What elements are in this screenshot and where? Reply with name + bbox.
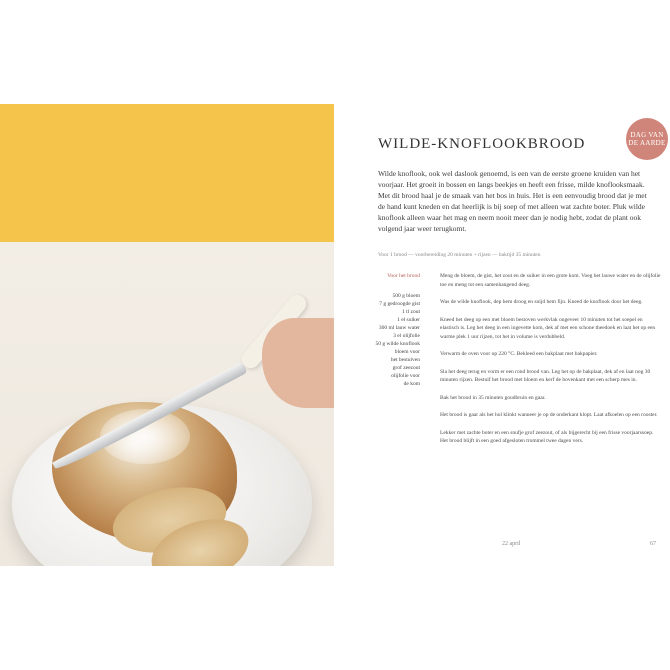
method-step: Verwarm de oven voor op 220 °C. Bekleed een bakplaat met bakpapier.: [440, 351, 598, 357]
ingredient-item: bloem voor: [394, 349, 420, 355]
ingredient-item: 50 g wilde knoflook: [375, 341, 420, 347]
method-step: Het brood is gaar als het hol klinkt wanneer je op de onderkant klopt. Laat afkoelen op een rooster.: [440, 412, 658, 418]
method-step: Was de wilde knoflook, dep hem droog en snijd hem fijn. Kneed de knoflook door het deeg.: [440, 299, 643, 305]
ingredient-item: het bestuiven: [390, 357, 420, 363]
ingredient-item: 500 g bloem: [392, 293, 420, 299]
ingredient-item: 3 el olijfolie: [393, 333, 420, 339]
day-badge: [626, 118, 668, 160]
method-step: Lekker met zachte boter en een snufje grof zeezout, of als bijgerecht bij een frisse voorjaarssoep. Het brood blijft in een goed afgesloten trommel twee dagen vers.: [440, 429, 654, 444]
method-step: Sla het deeg terug en vorm er een rond brood van. Leg het op de bakplaat, dek af en laat nog 30 minuten rijzen. Bestuif het brood met bloem en kerf de bovenkant met een scherp mes in.: [440, 368, 651, 383]
ingredient-item: olijfolie voor: [391, 373, 420, 379]
footer-date: 22 april: [502, 541, 521, 547]
ingredient-item: grof zeezout: [392, 365, 420, 371]
recipe-title: WILDE-KNOFLOOKBROOD: [378, 136, 586, 152]
ingredient-item: 7 g gedroogde gist: [379, 301, 420, 307]
hand: [262, 318, 334, 408]
method-step: Bak het brood in 35 minuten goudbruin en gaar.: [440, 394, 546, 401]
yellow-wall: [0, 104, 334, 242]
recipe-note: Voor 1 brood — voorbereiding 20 minuten + rijzen — baktijd 35 minuten: [378, 252, 541, 258]
ingredient-item: 300 ml lauw water: [378, 325, 420, 331]
method-step: Meng de bloem, de gist, het zout en de suiker in een grote kom. Voeg het lauwe water en de olijfolie toe en meng tot een samenhangend deeg.: [440, 273, 661, 288]
ingredient-item: de kom: [403, 381, 420, 387]
method-step: Kneed het deeg op een met bloem bestoven werkvlak ongeveer 10 minuten tot het soepel en elastisch is. Leg het deeg in een ingevette kom, dek af met een schone theedoek en laat het op een warme plek 1 uur rijzen, tot het in volume is verdubbeld.: [440, 316, 656, 340]
ingredients-list: [366, 272, 420, 388]
ingredient-item: 1 tl zout: [401, 309, 420, 315]
day-badge-label: DAG VAN DE AARDE: [628, 131, 666, 147]
method-steps: [440, 272, 662, 455]
ingredient-item: 1 el suiker: [397, 317, 420, 323]
recipe-intro: Wilde knoflook, ook wel daslook genoemd, is een van de eerste groene kruiden van het voorjaar. Het groeit in bossen en langs beekjes en heeft een frisse, milde knoflooksmaak. Met dit brood haal je de smaak van het bos in huis. Het is een eenvoudig brood dat je met de hand kunt kneden en dat heerlijk is bij soep of met alleen wat zachte boter. Pluk wilde knoflook alleen waar het mag en neem nooit meer dan je nodig hebt, zodat de plant ook volgend jaar weer terugkomt.: [378, 169, 647, 233]
ingredients-heading: Voor het brood: [387, 273, 420, 279]
page-number: 67: [650, 541, 656, 547]
recipe-photo: [0, 104, 334, 566]
